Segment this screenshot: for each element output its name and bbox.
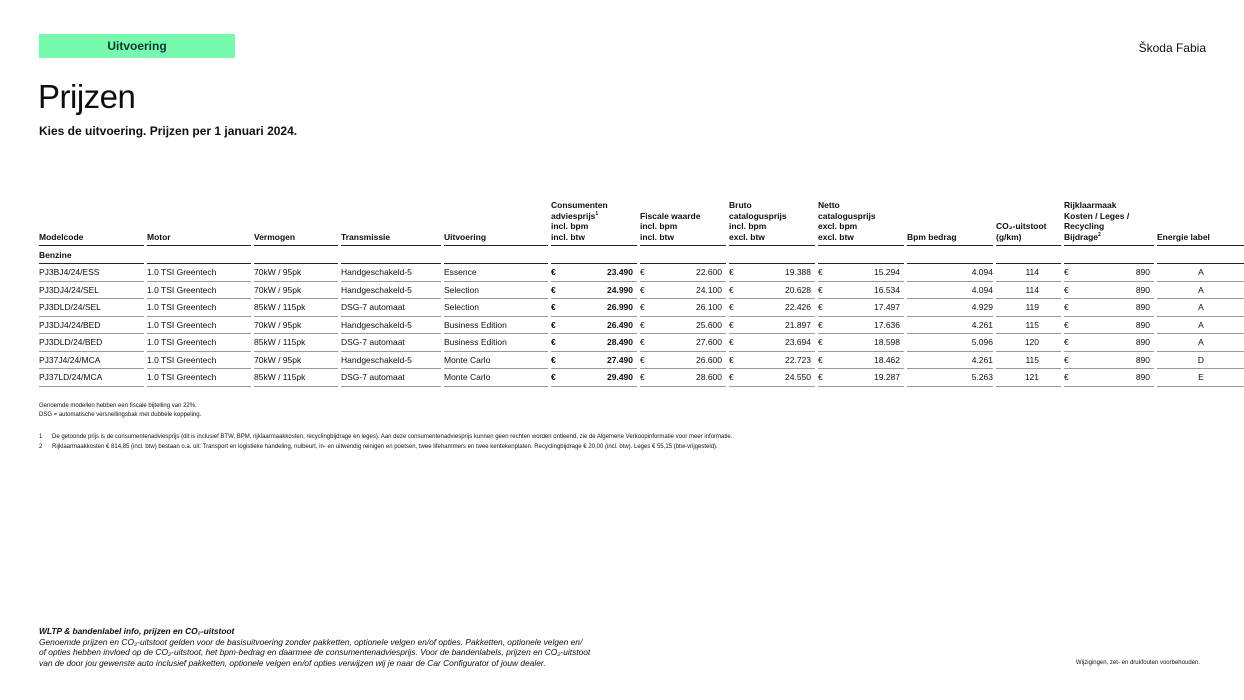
cell-co2: 115 (996, 317, 1061, 335)
cell-rijklaarmaak (1064, 369, 1154, 387)
page-title: Prijzen (38, 78, 136, 115)
group-label: Benzine (39, 246, 144, 264)
cell-netto-catalogusprijs (818, 334, 904, 352)
cell-vermogen: 70kW / 95pk (254, 282, 338, 300)
cell-netto-catalogusprijs (818, 352, 904, 370)
amount: 21.897 (785, 319, 811, 330)
note-bijtelling: Genoemde modellen hebben een fiscale bijtelling van 22%. (39, 403, 197, 409)
table-row (39, 282, 1244, 300)
header-modelcode: Modelcode (39, 200, 144, 246)
amount: 890 (1135, 337, 1150, 348)
cell-vermogen: 70kW / 95pk (254, 317, 338, 335)
table-row (39, 299, 1244, 317)
cell-uitvoering: Business Edition (444, 317, 548, 335)
currency-symbol: € (640, 284, 645, 295)
amount: 18.462 (874, 354, 900, 365)
header-rijklaarmaak: Rijklaarmaak Kosten / Leges / Recycling Bijdrage$^2$ (1064, 200, 1154, 246)
table-row (39, 317, 1244, 335)
cell-netto-catalogusprijs (818, 317, 904, 335)
currency-symbol: € (551, 284, 556, 295)
currency-symbol: € (640, 354, 645, 365)
amount: 890 (1135, 284, 1150, 295)
cell-motor: 1.0 TSI Greentech (147, 299, 251, 317)
currency-symbol: € (818, 267, 823, 278)
header-energie-label: Energie label (1157, 200, 1244, 246)
currency-symbol: € (640, 302, 645, 313)
cell-consumentenadviesprijs (551, 334, 637, 352)
currency-symbol: € (1064, 267, 1069, 278)
cell-co2: 115 (996, 352, 1061, 370)
currency-symbol: € (1064, 337, 1069, 348)
currency-symbol: € (1064, 354, 1069, 365)
cell-motor: 1.0 TSI Greentech (147, 334, 251, 352)
cell-vermogen: 85kW / 115pk (254, 334, 338, 352)
amount: 890 (1135, 267, 1150, 278)
amount: 890 (1135, 302, 1150, 313)
brand-name: Škoda Fabia (1138, 41, 1206, 55)
table-row (39, 334, 1244, 352)
header-motor: Motor (147, 200, 251, 246)
amount: 17.636 (874, 319, 900, 330)
currency-symbol: € (729, 354, 734, 365)
cell-netto-catalogusprijs (818, 299, 904, 317)
cell-consumentenadviesprijs (551, 317, 637, 335)
cell-bruto-catalogusprijs (729, 369, 815, 387)
header-bpm-bedrag: Bpm bedrag (907, 200, 993, 246)
cell-consumentenadviesprijs (551, 352, 637, 370)
cell-rijklaarmaak (1064, 299, 1154, 317)
disclaimer: Wijzigingen, zet- en drukfouten voorbehouden. (1075, 660, 1200, 666)
currency-symbol: € (551, 319, 556, 330)
currency-symbol: € (818, 372, 823, 383)
amount: 26.100 (696, 302, 722, 313)
currency-symbol: € (729, 302, 734, 313)
amount: 18.598 (874, 337, 900, 348)
cell-bpm-bedrag: 4.261 (907, 317, 993, 335)
table-row (39, 369, 1244, 387)
cell-bpm-bedrag: 4.261 (907, 352, 993, 370)
cell-motor: 1.0 TSI Greentech (147, 282, 251, 300)
amount: 26.600 (696, 354, 722, 365)
cell-transmissie: DSG-7 automaat (341, 299, 441, 317)
cell-rijklaarmaak (1064, 317, 1154, 335)
cell-bruto-catalogusprijs (729, 299, 815, 317)
header-uitvoering: Uitvoering (444, 200, 548, 246)
amount: 24.550 (785, 372, 811, 383)
wltp-line: Genoemde prijzen en CO₂-uitstoot gelden voor de basisuitvoering zonder pakketten, optionele velgen en/of opties. Pakketten, optionele velgen en/ (39, 636, 583, 647)
wltp-line: van de door jou gewenste auto inclusief pakketten, optionele velgen en/of opties verwijzen wij je naar de Car Configurator of jouw dealer. (39, 657, 546, 668)
currency-symbol: € (640, 337, 645, 348)
cell-uitvoering: Business Edition (444, 334, 548, 352)
cell-netto-catalogusprijs (818, 264, 904, 282)
amount: 27.490 (607, 354, 633, 365)
amount: 26.490 (607, 319, 633, 330)
cell-fiscale-waarde (640, 334, 726, 352)
cell-bruto-catalogusprijs (729, 317, 815, 335)
table-header-row (39, 200, 1244, 246)
footnotes (39, 433, 732, 452)
currency-symbol: € (640, 319, 645, 330)
cell-energie-label: E (1157, 369, 1244, 387)
cell-bruto-catalogusprijs (729, 334, 815, 352)
amount: 28.490 (607, 337, 633, 348)
cell-motor: 1.0 TSI Greentech (147, 369, 251, 387)
currency-symbol: € (1064, 319, 1069, 330)
cell-modelcode: PJ3BJ4/24/ESS (39, 264, 144, 282)
group-row (39, 246, 1244, 264)
cell-energie-label: A (1157, 282, 1244, 300)
amount: 16.534 (874, 284, 900, 295)
cell-fiscale-waarde (640, 352, 726, 370)
currency-symbol: € (818, 319, 823, 330)
cell-bpm-bedrag: 4.094 (907, 282, 993, 300)
header-fiscale-waarde: Fiscale waarde incl. bpm incl. btw (640, 200, 726, 246)
header-co2: CO₂-uitstoot (g/km) (996, 200, 1061, 246)
header-transmissie: Transmissie (341, 200, 441, 246)
cell-consumentenadviesprijs (551, 264, 637, 282)
amount: 19.287 (874, 372, 900, 383)
cell-rijklaarmaak (1064, 282, 1154, 300)
footnote: 1 De getoonde prijs is de consumentenadviesprijs (dit is inclusief BTW, BPM, rijklaarmaakkosten, recyclingbijdrage en leges). Aan deze consumentenadviesprijs kunnen geen rechten worden ontleend, zie de Algemene Verkoopinformatie voor meer informatie. (39, 434, 733, 440)
wltp-heading: WLTP & bandenlabel info, prijzen en CO₂-uitstoot (39, 626, 235, 636)
cell-bruto-catalogusprijs (729, 282, 815, 300)
note-dsg: DSG = automatische versnellingsbak met dubbele koppeling. (39, 411, 202, 418)
currency-symbol: € (729, 319, 734, 330)
amount: 26.990 (607, 302, 633, 313)
cell-netto-catalogusprijs (818, 282, 904, 300)
cell-rijklaarmaak (1064, 264, 1154, 282)
currency-symbol: € (551, 337, 556, 348)
amount: 23.490 (607, 267, 633, 278)
cell-bpm-bedrag: 4.929 (907, 299, 993, 317)
header-netto-catalogusprijs: Netto catalogusprijs excl. bpm excl. btw (818, 200, 904, 246)
cell-energie-label: A (1157, 299, 1244, 317)
header-consumentenadviesprijs: Consumenten adviesprijs$^1$ incl. bpm incl. btw (551, 200, 637, 246)
amount: 23.694 (785, 337, 811, 348)
currency-symbol: € (729, 372, 734, 383)
amount: 890 (1135, 372, 1150, 383)
cell-vermogen: 85kW / 115pk (254, 369, 338, 387)
cell-motor: 1.0 TSI Greentech (147, 352, 251, 370)
amount: 19.388 (785, 267, 811, 278)
cell-consumentenadviesprijs (551, 299, 637, 317)
cell-motor: 1.0 TSI Greentech (147, 264, 251, 282)
cell-fiscale-waarde (640, 264, 726, 282)
cell-motor: 1.0 TSI Greentech (147, 317, 251, 335)
currency-symbol: € (1064, 284, 1069, 295)
cell-netto-catalogusprijs (818, 369, 904, 387)
cell-vermogen: 70kW / 95pk (254, 352, 338, 370)
cell-fiscale-waarde (640, 317, 726, 335)
amount: 20.628 (785, 284, 811, 295)
cell-co2: 121 (996, 369, 1061, 387)
cell-transmissie: Handgeschakeld-5 (341, 282, 441, 300)
currency-symbol: € (640, 267, 645, 278)
cell-energie-label: A (1157, 264, 1244, 282)
currency-symbol: € (729, 337, 734, 348)
cell-transmissie: Handgeschakeld-5 (341, 264, 441, 282)
amount: 22.723 (785, 354, 811, 365)
cell-uitvoering: Selection (444, 299, 548, 317)
cell-bpm-bedrag: 5.096 (907, 334, 993, 352)
cell-co2: 120 (996, 334, 1061, 352)
section-tag: Uitvoering (39, 34, 235, 58)
cell-fiscale-waarde (640, 299, 726, 317)
cell-co2: 119 (996, 299, 1061, 317)
cell-modelcode: PJ3DLD/24/BED (39, 334, 144, 352)
cell-modelcode: PJ37J4/24/MCA (39, 352, 144, 370)
cell-consumentenadviesprijs (551, 369, 637, 387)
cell-modelcode: PJ3DLD/24/SEL (39, 299, 144, 317)
cell-transmissie: Handgeschakeld-5 (341, 317, 441, 335)
currency-symbol: € (551, 267, 556, 278)
cell-uitvoering: Essence (444, 264, 548, 282)
price-table (36, 200, 1244, 387)
cell-bpm-bedrag: 4.094 (907, 264, 993, 282)
cell-transmissie: DSG-7 automaat (341, 334, 441, 352)
cell-modelcode: PJ37LD/24/MCA (39, 369, 144, 387)
cell-vermogen: 85kW / 115pk (254, 299, 338, 317)
cell-co2: 114 (996, 264, 1061, 282)
currency-symbol: € (729, 267, 734, 278)
amount: 29.490 (607, 372, 633, 383)
cell-transmissie: Handgeschakeld-5 (341, 352, 441, 370)
amount: 25.600 (696, 319, 722, 330)
amount: 15.294 (874, 267, 900, 278)
header-bruto-catalogusprijs: Bruto catalogusprijs incl. bpm excl. btw (729, 200, 815, 246)
currency-symbol: € (551, 372, 556, 383)
cell-bruto-catalogusprijs (729, 264, 815, 282)
currency-symbol: € (729, 284, 734, 295)
amount: 890 (1135, 319, 1150, 330)
cell-uitvoering: Monte Carlo (444, 369, 548, 387)
cell-uitvoering: Monte Carlo (444, 352, 548, 370)
cell-energie-label: A (1157, 334, 1244, 352)
cell-consumentenadviesprijs (551, 282, 637, 300)
amount: 28.600 (696, 372, 722, 383)
amount: 890 (1135, 354, 1150, 365)
cell-fiscale-waarde (640, 369, 726, 387)
cell-uitvoering: Selection (444, 282, 548, 300)
table-row (39, 264, 1244, 282)
currency-symbol: € (818, 302, 823, 313)
currency-symbol: € (1064, 302, 1069, 313)
currency-symbol: € (1064, 372, 1069, 383)
cell-modelcode: PJ3DJ4/24/SEL (39, 282, 144, 300)
cell-rijklaarmaak (1064, 334, 1154, 352)
cell-bruto-catalogusprijs (729, 352, 815, 370)
cell-modelcode: PJ3DJ4/24/BED (39, 317, 144, 335)
page-subtitle: Kies de uitvoering. Prijzen per 1 januari 2024. (39, 124, 298, 138)
amount: 22.426 (785, 302, 811, 313)
amount: 22.600 (696, 267, 722, 278)
wltp-info (39, 626, 629, 668)
cell-fiscale-waarde (640, 282, 726, 300)
currency-symbol: € (818, 337, 823, 348)
currency-symbol: € (551, 302, 556, 313)
footnote: 2 Rijklaarmaakkosten € 814,85 (incl. btw) bestaan o.a. uit: Transport en logistieke handeling, nulbeurt, in- en uitwendig reinigen en poetsen, twee lifehammers en twee kentekenplaten. Recyclingbijdrage € 20,00 (incl. btw). Leges € 55,15 (btw-vrijgesteld). (39, 443, 718, 450)
cell-rijklaarmaak (1064, 352, 1154, 370)
wltp-line: of opties hebben invloed op de CO₂-uitstoot, het bpm-bedrag en daarmee de consumentenadviesprijs. Voor de bandenlabels, prijzen en CO₂-uitstoot (39, 647, 591, 657)
amount: 27.600 (696, 337, 722, 348)
cell-energie-label: A (1157, 317, 1244, 335)
table-row (39, 352, 1244, 370)
currency-symbol: € (818, 354, 823, 365)
cell-energie-label: D (1157, 352, 1244, 370)
currency-symbol: € (640, 372, 645, 383)
cell-co2: 114 (996, 282, 1061, 300)
cell-vermogen: 70kW / 95pk (254, 264, 338, 282)
currency-symbol: € (818, 284, 823, 295)
amount: 17.497 (874, 302, 900, 313)
amount: 24.990 (607, 284, 633, 295)
currency-symbol: € (551, 354, 556, 365)
amount: 24.100 (696, 284, 722, 295)
cell-bpm-bedrag: 5.263 (907, 369, 993, 387)
header-vermogen: Vermogen (254, 200, 338, 246)
notes (39, 402, 201, 419)
cell-transmissie: DSG-7 automaat (341, 369, 441, 387)
